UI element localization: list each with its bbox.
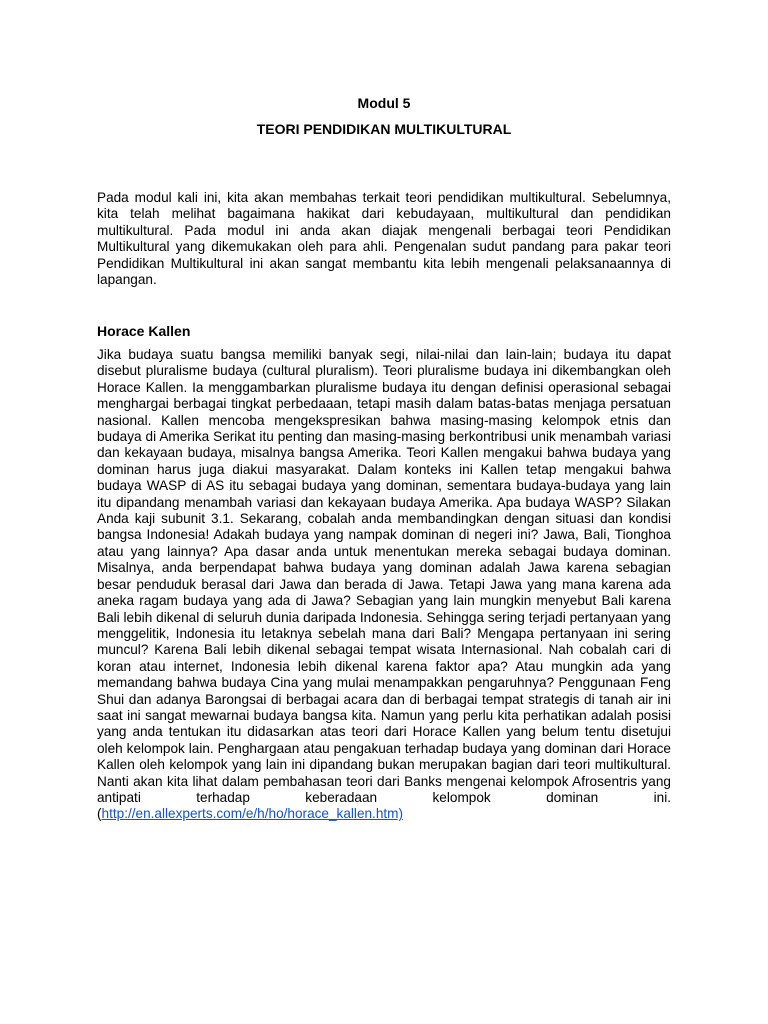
link-open-paren: ( <box>97 806 102 822</box>
intro-paragraph: Pada modul kali ini, kita akan membahas terkait teori pendidikan multikultural. Sebelumnya, kita telah melihat bagaimana hakikat dari kebudayaan, multikultural dan pendidikan multikultural. Pada modul ini anda akan diajak mengenali berbagai teori Pendidikan Multikultural yang dikemukakan oleh para ahli. Pengenalan sudut pandang para pakar teori Pendidikan Multikultural ini akan sangat membantu kita lebih mengenali pelaksanaannya di lapangan. <box>97 190 671 288</box>
section-body-text: Jika budaya suatu bangsa memiliki banyak segi, nilai-nilai dan lain-lain; budaya itu dapat disebut pluralisme budaya (cultural pluralism). Teori pluralisme budaya ini dikembangkan oleh Horace Kallen. Ia menggambarkan pluralisme budaya itu dengan definisi operasional sebagai menghargai berbagai tingkat perbedaaan, tetapi masih dalam batas-batas menjaga persatuan nasional. Kallen mencoba mengekspresikan bahwa masing-masing kelompok etnis dan budaya di Amerika Serikat itu penting dan masing-masing berkontribusi unik menambah variasi dan kekayaan budaya, misalnya bangsa Amerika. Teori Kallen mengakui bahwa budaya yang dominan harus juga diakui masyarakat. Dalam konteks ini Kallen tetap mengakui bahwa budaya WASP di AS itu sebagai budaya yang dominan, sementara budaya-budaya yang lain itu dipandang menambah variasi dan kekayaan budaya Amerika. Apa budaya WASP? Silakan Anda kaji subunit 3.1. Sekarang, cobalah anda membandingkan dengan situasi dan kondisi bangsa Indonesia! Adakah budaya yang nampak dominan di negeri ini? Jawa, Bali, Tionghoa atau yang lainnya? Apa dasar anda untuk menentukan mereka sebagai budaya dominan. Misalnya, anda berpendapat bahwa budaya yang dominan adalah Jawa karena sebagian besar penduduk berasal dari Jawa dan berada di Jawa. Tetapi Jawa yang mana karena ada aneka ragam budaya yang ada di Jawa? Sebagian yang lain mungkin menyebut Bali karena Bali lebih dikenal di seluruh dunia daripada Indonesia. Sehingga sering terjadi pertanyaan yang menggelitik, Indonesia itu letaknya sebelah mana dari Bali? Mengapa pertanyaan ini sering muncul? Karena Bali lebih dikenal sebagai tempat wisata Internasional. Nah cobalah cari di koran atau internet, Indonesia lebih dikenal karena faktor apa? Atau mungkin ada yang memandang bahwa budaya Cina yang mulai menampakkan pengaruhnya? Penggunaan Feng Shui dan adanya Barongsai di berbagai acara dan di berbagai tempat strategis di tanah air ini saat ini sangat mewarnai budaya bangsa kita. Namun yang perlu kita perhatikan adalah posisi yang anda tentukan itu didasarkan atas teori dari Horace Kallen yang belum tentu disetujui oleh kelompok lain. Penghargaan atau pengakuan terhadap budaya yang dominan dari Horace Kallen oleh kelompok yang lain ini dipandang bukan merupakan bagian dari teori multikultural. Nanti akan kita lihat dalam pembahasan teori dari Banks mengenai kelompok Afrosentris yang antipati terhadap keberadaan kelompok dominan ini. <box>97 347 671 805</box>
module-label: Modul 5 <box>357 95 411 111</box>
section-heading: Horace Kallen <box>97 323 191 339</box>
source-link[interactable]: http://en.allexperts.com/e/h/ho/horace_kallen.htm) <box>101 806 404 822</box>
section-body <box>97 347 671 823</box>
module-title: TEORI PENDIDIKAN MULTIKULTURAL <box>256 121 512 137</box>
